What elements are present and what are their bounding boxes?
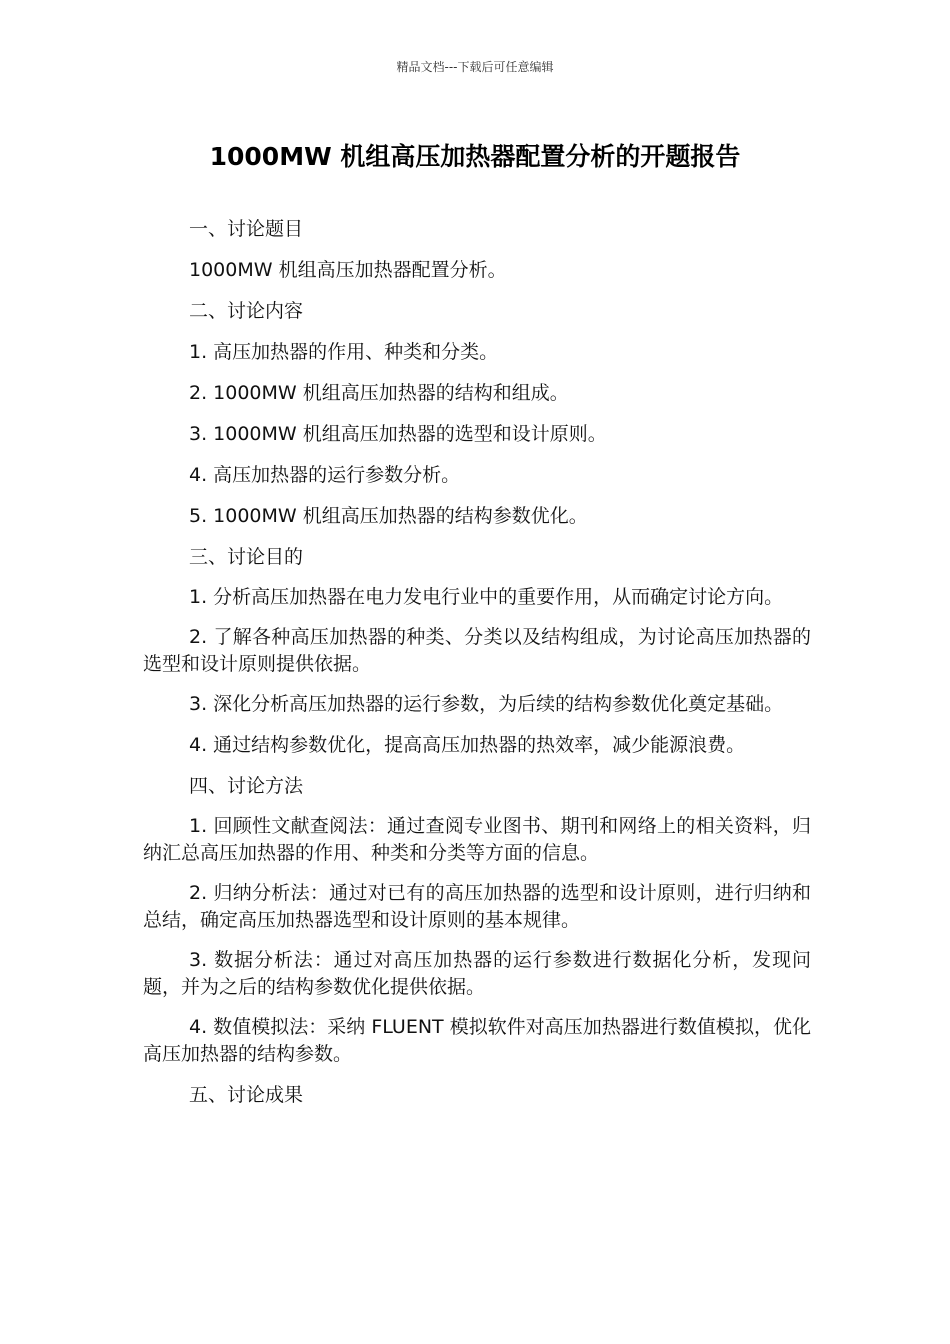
document-body (143, 215, 811, 1122)
section-heading-topic: 一、讨论题目 (189, 218, 304, 240)
header-note: 精品文档---下载后可任意编辑 (396, 60, 554, 74)
purpose-item-1: 1. 分析高压加热器在电力发电行业中的重要作用，从而确定讨论方向。 (189, 586, 784, 608)
content-item-5: 5. 1000MW 机组高压加热器的结构参数优化。 (189, 505, 588, 527)
section-heading-method: 四、讨论方法 (189, 775, 304, 797)
content-item-2: 2. 1000MW 机组高压加热器的结构和组成。 (189, 382, 569, 404)
content-item-3: 3. 1000MW 机组高压加热器的选型和设计原则。 (189, 423, 607, 445)
topic-text: 1000MW 机组高压加热器配置分析。 (189, 259, 507, 281)
method-item-4: 4. 数值模拟法：采纳 FLUENT 模拟软件对高压加热器进行数值模拟，优化高压加热器的结构参数。 (143, 1016, 811, 1065)
purpose-item-4: 4. 通过结构参数优化，提高高压加热器的热效率，减少能源浪费。 (189, 734, 746, 756)
method-item-2: 2. 归纳分析法：通过对已有的高压加热器的选型和设计原则，进行归纳和总结，确定高压加热器选型和设计原则的基本规律。 (143, 882, 811, 931)
section-heading-purpose: 三、讨论目的 (189, 546, 304, 568)
method-item-1: 1. 回顾性文献查阅法：通过查阅专业图书、期刊和网络上的相关资料，归纳汇总高压加热器的作用、种类和分类等方面的信息。 (143, 815, 811, 864)
content-item-1: 1. 高压加热器的作用、种类和分类。 (189, 341, 499, 363)
purpose-item-3: 3. 深化分析高压加热器的运行参数，为后续的结构参数优化奠定基础。 (189, 693, 784, 715)
purpose-item-2: 2. 了解各种高压加热器的种类、分类以及结构组成，为讨论高压加热器的选型和设计原则提供依据。 (143, 626, 811, 675)
method-item-3: 3. 数据分析法：通过对高压加热器的运行参数进行数据化分析，发现问题，并为之后的结构参数优化提供依据。 (143, 949, 811, 998)
content-item-4: 4. 高压加热器的运行参数分析。 (189, 464, 461, 486)
section-heading-content: 二、讨论内容 (189, 300, 304, 322)
document-title: 1000MW 机组高压加热器配置分析的开题报告 (209, 142, 741, 171)
section-heading-results: 五、讨论成果 (189, 1084, 304, 1106)
